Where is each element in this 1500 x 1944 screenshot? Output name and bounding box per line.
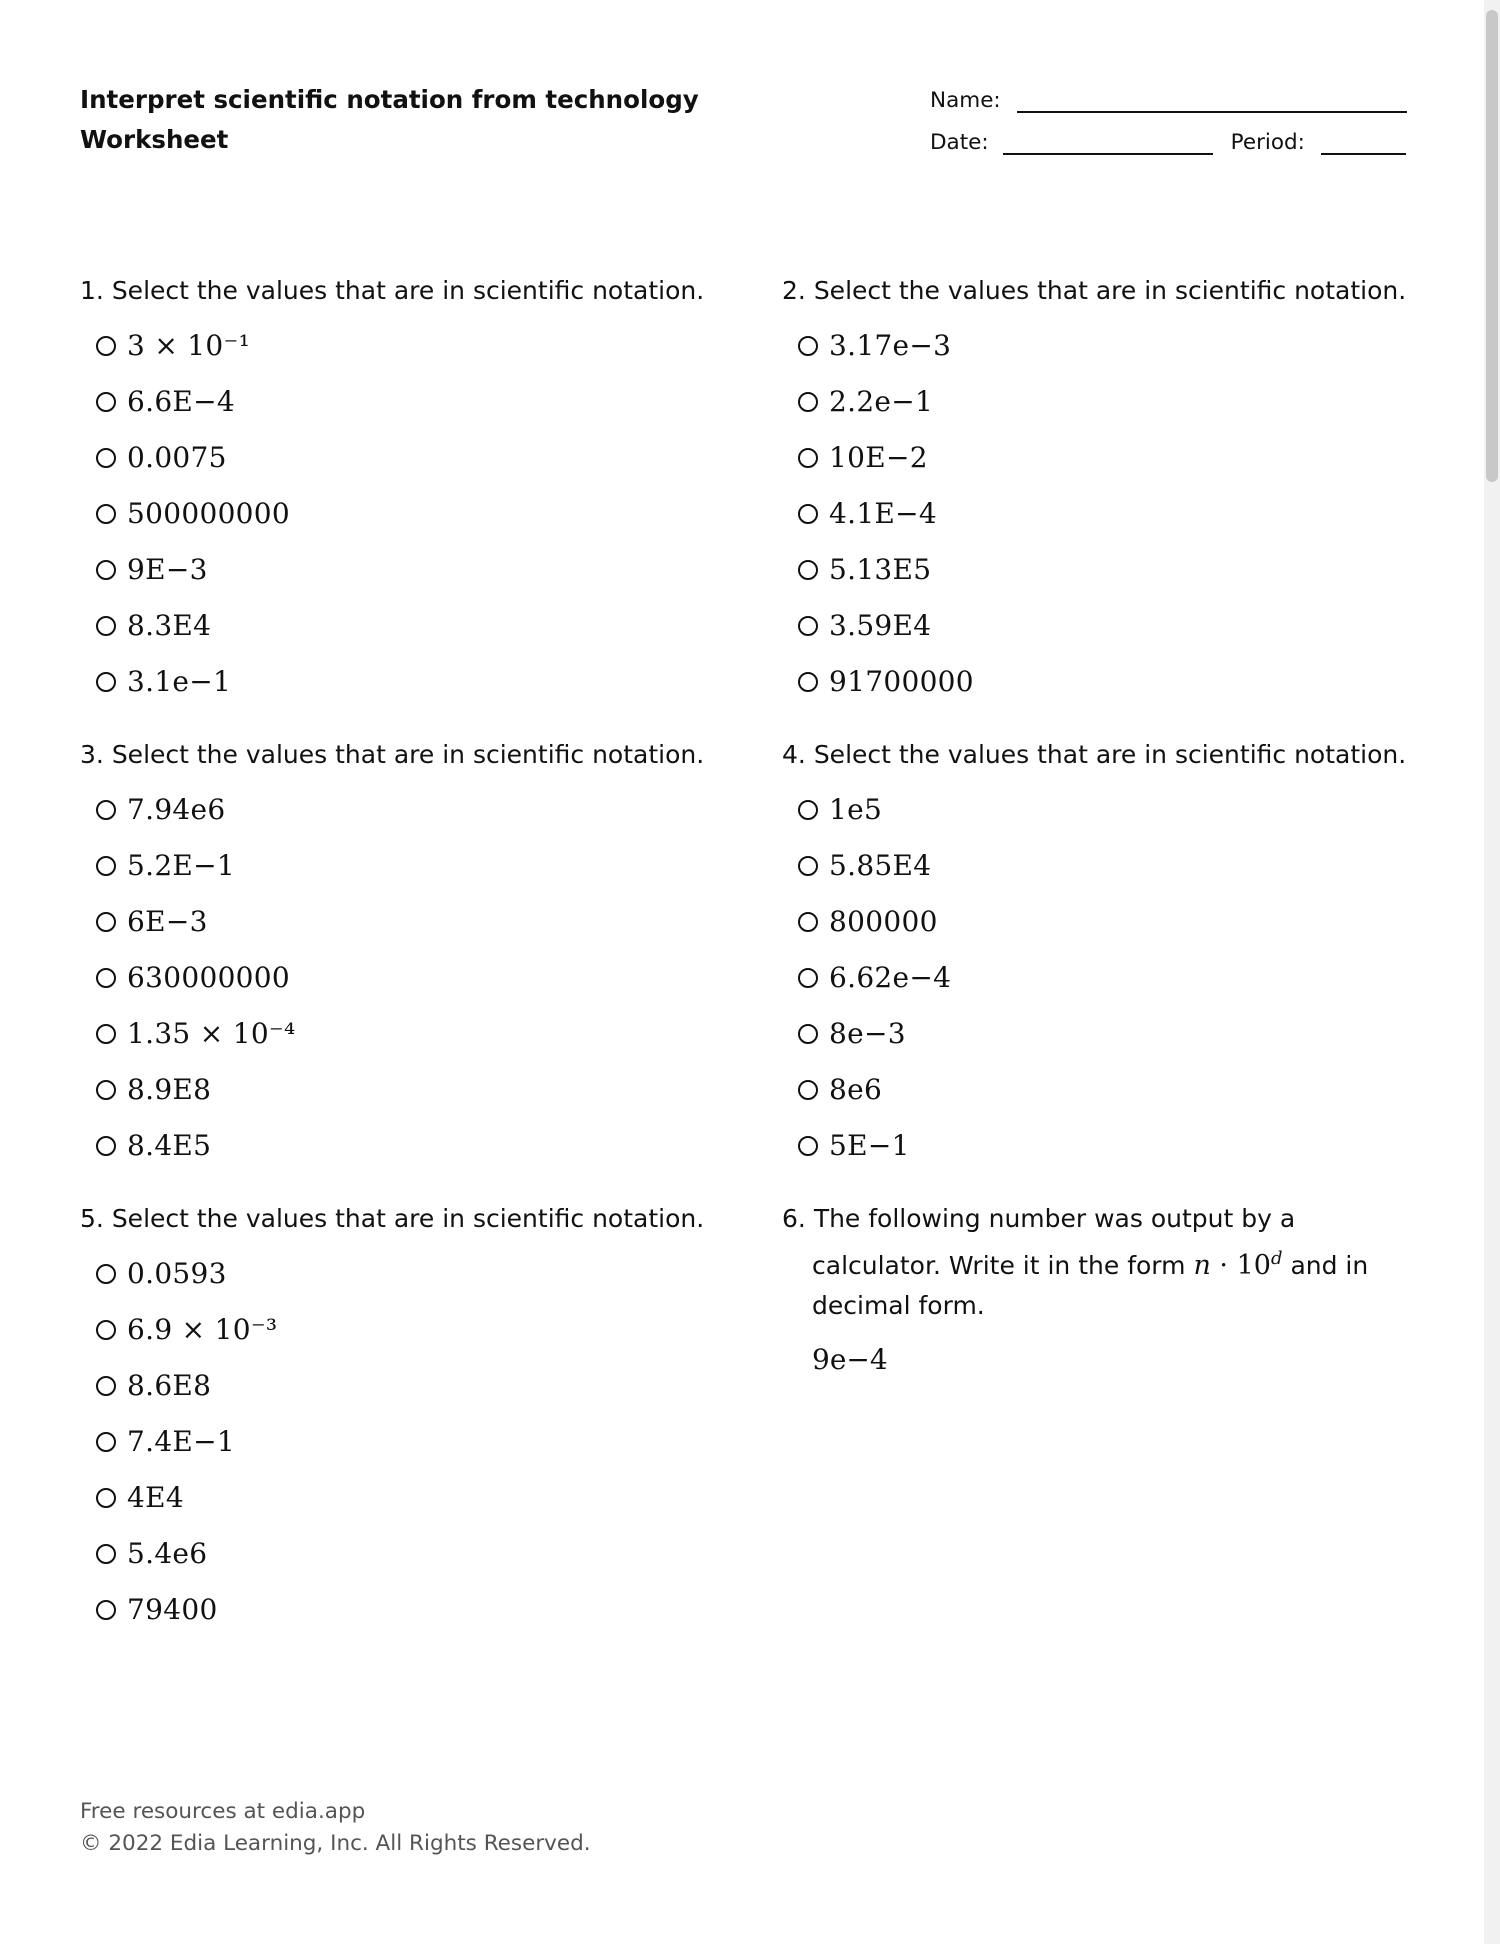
option-value: 3.1e−1 [127, 665, 232, 698]
radio-circle-icon[interactable] [798, 1024, 818, 1044]
option-value: 8.6E8 [127, 1369, 212, 1402]
radio-circle-icon[interactable] [798, 504, 818, 524]
question-text-continued: and in decimal form. [812, 1251, 1369, 1320]
radio-circle-icon[interactable] [96, 392, 116, 412]
option-value: 1e5 [829, 793, 883, 826]
option-value: 3.17e−3 [829, 329, 952, 362]
option-item[interactable] [80, 1582, 704, 1638]
radio-circle-icon[interactable] [798, 856, 818, 876]
option-item[interactable] [80, 1246, 704, 1302]
footer [80, 1796, 591, 1860]
question-2 [782, 271, 1406, 710]
worksheet-title [80, 80, 699, 160]
name-label: Name: [930, 88, 1001, 113]
option-value: 6E−3 [127, 905, 208, 938]
option-value: 5.2E−1 [127, 849, 236, 882]
radio-circle-icon[interactable] [798, 1136, 818, 1156]
radio-circle-icon[interactable] [96, 672, 116, 692]
option-item[interactable] [80, 654, 704, 710]
title-line-2: Worksheet [80, 125, 229, 154]
radio-circle-icon[interactable] [96, 1432, 116, 1452]
option-item[interactable] [80, 782, 704, 838]
math-times-ten: · 10 [1210, 1250, 1271, 1281]
option-value: 0.0593 [127, 1257, 227, 1290]
option-item[interactable] [80, 1302, 704, 1358]
radio-circle-icon[interactable] [798, 800, 818, 820]
radio-circle-icon[interactable] [798, 912, 818, 932]
option-list [782, 318, 1406, 710]
option-item[interactable] [782, 318, 1406, 374]
option-list [80, 782, 704, 1174]
radio-circle-icon[interactable] [96, 1080, 116, 1100]
radio-circle-icon[interactable] [96, 448, 116, 468]
option-value: 5.13E5 [829, 553, 932, 586]
option-item[interactable] [80, 894, 704, 950]
question-3 [80, 735, 704, 1174]
question-4 [782, 735, 1406, 1174]
option-value: 3 × 10⁻¹ [127, 329, 251, 362]
option-item[interactable] [80, 1062, 704, 1118]
option-item[interactable] [782, 1006, 1406, 1062]
question-text: Select the values that are in scientific notation. [813, 740, 1407, 769]
option-value: 8e−3 [829, 1017, 906, 1050]
radio-circle-icon[interactable] [798, 1080, 818, 1100]
option-item[interactable] [80, 318, 704, 374]
radio-circle-icon[interactable] [96, 968, 116, 988]
option-item[interactable] [80, 1118, 704, 1174]
option-item[interactable] [80, 1358, 704, 1414]
vertical-scrollbar[interactable] [1484, 0, 1500, 1944]
option-value: 4E4 [127, 1481, 184, 1514]
option-value: 8.9E8 [127, 1073, 212, 1106]
radio-circle-icon[interactable] [798, 616, 818, 636]
radio-circle-icon[interactable] [96, 504, 116, 524]
option-item[interactable] [782, 1118, 1406, 1174]
radio-circle-icon[interactable] [798, 448, 818, 468]
option-list [782, 782, 1406, 1174]
option-value: 0.0075 [127, 441, 227, 474]
option-item[interactable] [782, 838, 1406, 894]
radio-circle-icon[interactable] [96, 1136, 116, 1156]
question-number: 4. [782, 740, 806, 769]
option-value: 4.1E−4 [829, 497, 938, 530]
option-item[interactable] [782, 950, 1406, 1006]
option-value: 3.59E4 [829, 609, 932, 642]
option-item[interactable] [782, 374, 1406, 430]
question-number: 5. [80, 1204, 104, 1233]
question-1 [80, 271, 704, 710]
radio-circle-icon[interactable] [96, 336, 116, 356]
radio-circle-icon[interactable] [96, 1376, 116, 1396]
period-line[interactable] [1321, 133, 1406, 155]
option-value: 1.35 × 10⁻⁴ [127, 1017, 296, 1050]
option-item[interactable] [782, 486, 1406, 542]
question-text: Select the values that are in scientific notation. [111, 740, 705, 769]
option-value: 91700000 [829, 665, 974, 698]
option-value: 8.3E4 [127, 609, 212, 642]
option-value: 7.94e6 [127, 793, 226, 826]
option-value: 8.4E5 [127, 1129, 212, 1162]
date-label: Date: [930, 130, 989, 155]
option-value: 6.9 × 10⁻³ [127, 1313, 278, 1346]
title-line-1: Interpret scientific notation from technology [80, 85, 699, 114]
option-item[interactable] [80, 1470, 704, 1526]
option-value: 2.2e−1 [829, 385, 934, 418]
radio-circle-icon[interactable] [96, 1600, 116, 1620]
question-text: Select the values that are in scientific notation. [111, 1204, 705, 1233]
option-item[interactable] [80, 598, 704, 654]
option-value: 9E−3 [127, 553, 208, 586]
math-exponent-d: d [1270, 1248, 1283, 1269]
question-text: The following number was output by a calculator. Write it in the form [812, 1204, 1296, 1280]
period-label: Period: [1230, 130, 1305, 155]
option-value: 500000000 [127, 497, 291, 530]
option-item[interactable] [80, 950, 704, 1006]
option-value: 800000 [829, 905, 938, 938]
radio-circle-icon[interactable] [96, 1264, 116, 1284]
question-prompt [782, 271, 1406, 311]
math-variable-n: n [1193, 1250, 1211, 1281]
question-number: 6. [782, 1204, 806, 1233]
option-item[interactable] [782, 430, 1406, 486]
radio-circle-icon[interactable] [96, 1320, 116, 1340]
option-item[interactable] [80, 486, 704, 542]
option-item[interactable] [80, 1006, 704, 1062]
option-list [80, 318, 704, 710]
option-value: 630000000 [127, 961, 291, 994]
date-line[interactable] [1003, 133, 1213, 155]
scrollbar-thumb[interactable] [1486, 10, 1498, 482]
date-period-field [930, 130, 1406, 155]
option-item[interactable] [782, 894, 1406, 950]
option-item[interactable] [782, 782, 1406, 838]
option-value: 8e6 [829, 1073, 883, 1106]
question-text: Select the values that are in scientific notation. [111, 276, 705, 305]
footer-resources: Free resources at edia.app [80, 1799, 366, 1824]
radio-circle-icon[interactable] [96, 616, 116, 636]
option-value: 6.62e−4 [829, 961, 952, 994]
question-prompt [80, 735, 704, 775]
radio-circle-icon[interactable] [96, 1544, 116, 1564]
calculator-output: 9e−4 [812, 1343, 888, 1376]
footer-copyright: © 2022 Edia Learning, Inc. All Rights Reserved. [80, 1831, 591, 1856]
question-prompt [80, 1199, 704, 1239]
option-item[interactable] [782, 542, 1406, 598]
option-item[interactable] [80, 430, 704, 486]
option-value: 10E−2 [829, 441, 928, 474]
radio-circle-icon[interactable] [798, 336, 818, 356]
radio-circle-icon[interactable] [798, 968, 818, 988]
name-line[interactable] [1017, 91, 1407, 113]
option-value: 5.4e6 [127, 1537, 208, 1570]
question-number: 2. [782, 276, 806, 305]
question-5 [80, 1199, 704, 1638]
radio-circle-icon[interactable] [96, 560, 116, 580]
radio-circle-icon[interactable] [96, 1024, 116, 1044]
question-number: 3. [80, 740, 104, 769]
radio-circle-icon[interactable] [798, 392, 818, 412]
option-item[interactable] [80, 542, 704, 598]
option-item[interactable] [80, 1414, 704, 1470]
radio-circle-icon[interactable] [798, 560, 818, 580]
option-value: 7.4E−1 [127, 1425, 236, 1458]
radio-circle-icon[interactable] [798, 672, 818, 692]
question-6 [782, 1199, 1372, 1380]
name-field [930, 88, 1407, 113]
radio-circle-icon[interactable] [96, 912, 116, 932]
option-item[interactable] [782, 654, 1406, 710]
option-value: 5.85E4 [829, 849, 932, 882]
radio-circle-icon[interactable] [96, 1488, 116, 1508]
question-text: Select the values that are in scientific notation. [813, 276, 1407, 305]
option-item[interactable] [80, 838, 704, 894]
question-number: 1. [80, 276, 104, 305]
option-item[interactable] [80, 374, 704, 430]
question-prompt [782, 735, 1406, 775]
option-value: 79400 [127, 1593, 218, 1626]
radio-circle-icon[interactable] [96, 856, 116, 876]
math-expression [1193, 1250, 1282, 1281]
option-item[interactable] [80, 1526, 704, 1582]
option-value: 5E−1 [829, 1129, 910, 1162]
option-value: 6.6E−4 [127, 385, 236, 418]
radio-circle-icon[interactable] [96, 800, 116, 820]
option-item[interactable] [782, 598, 1406, 654]
option-list [80, 1246, 704, 1638]
question-prompt [782, 1199, 1372, 1326]
question-prompt [80, 271, 704, 311]
option-item[interactable] [782, 1062, 1406, 1118]
